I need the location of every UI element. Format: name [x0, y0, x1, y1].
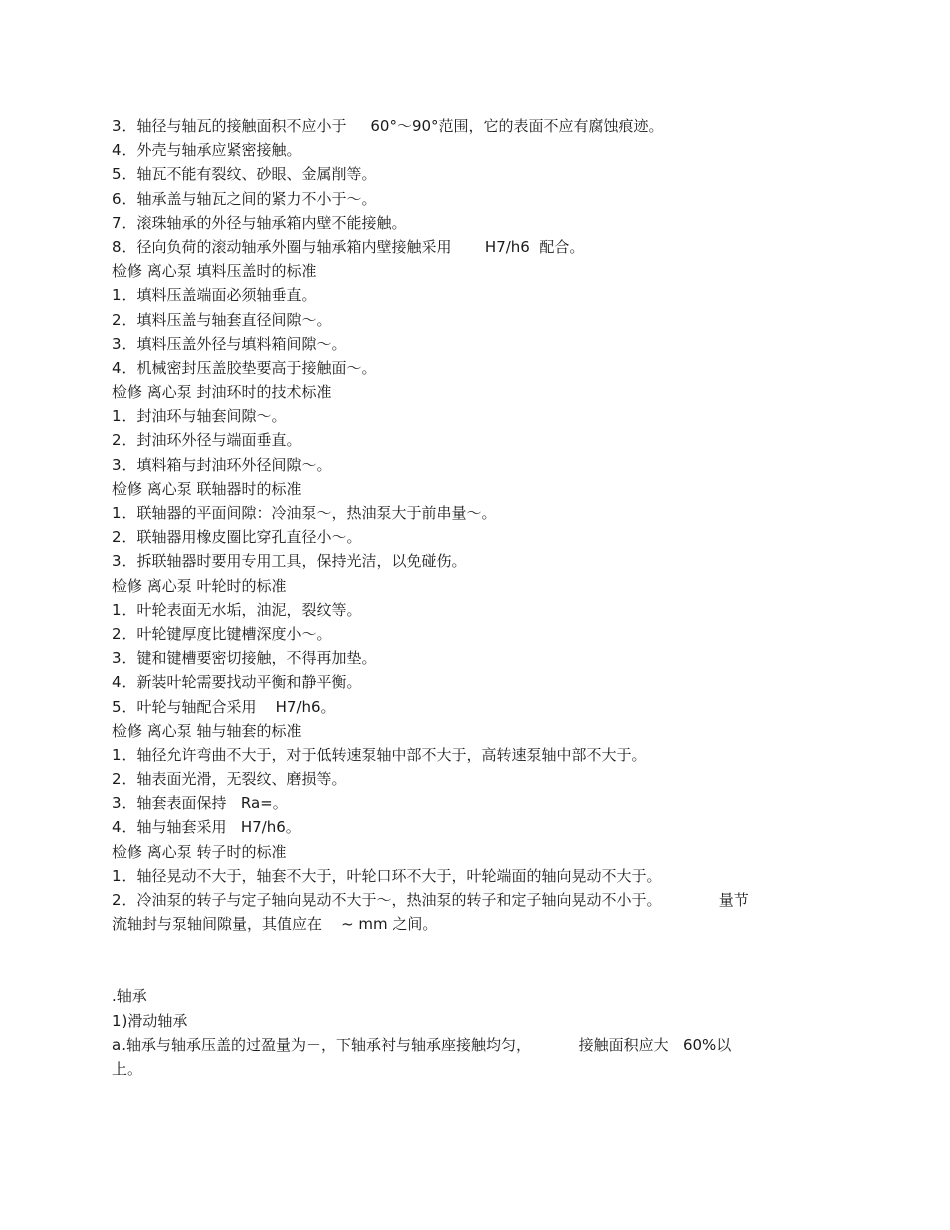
standards-text-line: 8．径向负荷的滚动轴承外圈与轴承箱内壁接触采用 H7/h6 配合。: [112, 237, 585, 256]
standards-text-line: 检修 离心泵 轴与轴套的标准: [112, 721, 302, 740]
standards-text-line: 检修 离心泵 填料压盖时的标准: [112, 262, 317, 281]
standards-text-line: 2．联轴器用橡皮圈比穿孔直径小～。: [112, 528, 362, 547]
standards-text-line: 4．轴与轴套采用 H7/h6。: [112, 818, 301, 837]
standards-text-line: 4．外壳与轴承应紧密接触。: [112, 141, 302, 160]
bearing-text-line: 上。: [112, 1059, 143, 1078]
bearing-section: [112, 984, 842, 1081]
standards-text-line: 检修 离心泵 转子时的标准: [112, 842, 287, 861]
standards-text-line: 1．填料压盖端面必须轴垂直。: [112, 286, 317, 305]
standards-text-line: 检修 离心泵 封油环时的技术标准: [112, 383, 332, 402]
standards-text-line: 2．冷油泵的转子与定子轴向晃动不大于～，热油泵的转子和定子轴向晃动不小于。 量节: [112, 891, 749, 909]
standards-text-line: 1．封油环与轴套间隙～。: [112, 407, 287, 426]
standards-text-line: 流轴封与泵轴间隙量，其值应在 ~ mm 之间。: [112, 915, 438, 934]
standards-text-line: 2．叶轮键厚度比键槽深度小～。: [112, 624, 332, 643]
standards-text-line: 4．机械密封压盖胶垫要高于接触面～。: [112, 358, 377, 377]
standards-text-line: 1．联轴器的平面间隙：冷油泵～，热油泵大于前串量～。: [112, 504, 497, 522]
standards-text-line: 3．键和键槽要密切接触，不得再加垫。: [112, 649, 377, 668]
standards-text-line: 2．填料压盖与轴套直径间隙～。: [112, 310, 332, 329]
standards-text-line: 3．填料压盖外径与填料箱间隙～。: [112, 334, 347, 353]
bearing-text-line: .轴承: [112, 987, 147, 1006]
standards-text-line: 3．轴套表面保持 Ra=。: [112, 794, 288, 813]
section-gap: [112, 936, 842, 984]
standards-text-line: 1．轴径晃动不大于，轴套不大于，叶轮口环不大于，叶轮端面的轴向晃动不大于。: [112, 866, 662, 885]
standards-text-line: 4．新装叶轮需要找动平衡和静平衡。: [112, 673, 362, 692]
standards-text-line: 7．滚珠轴承的外径与轴承箱内壁不能接触。: [112, 213, 407, 232]
standards-text-line: 5．轴瓦不能有裂纹、砂眼、金属削等。: [112, 165, 377, 184]
standards-text-line: 检修 离心泵 叶轮时的标准: [112, 576, 287, 595]
bearing-text-line: a.轴承与轴承压盖的过盈量为－，下轴承衬与轴承座接触均匀， 接触面积应大 60%以: [112, 1035, 732, 1054]
standards-text-line: 3．拆联轴器时要用专用工具，保持光洁，以免碰伤。: [112, 552, 467, 571]
standards-text-line: 1．轴径允许弯曲不大于，对于低转速泵轴中部不大于，高转速泵轴中部不大于。: [112, 745, 647, 764]
standards-text-line: 检修 离心泵 联轴器时的标准: [112, 479, 302, 498]
standards-text-line: 1．叶轮表面无水垢，油泥，裂纹等。: [112, 600, 362, 619]
standards-text-line: 5．叶轮与轴配合采用 H7/h6。: [112, 697, 336, 716]
standards-text-line: 3．轴径与轴瓦的接触面积不应小于 60°～90°范围，它的表面不应有腐蚀痕迹。: [112, 117, 664, 135]
standards-text-line: 6．轴承盖与轴瓦之间的紧力不小于～。: [112, 189, 377, 208]
standards-text-line: 2．轴表面光滑，无裂纹、磨损等。: [112, 770, 347, 789]
bearing-text-line: 1)滑动轴承: [112, 1011, 188, 1030]
maintenance-standards-section: [112, 114, 842, 936]
document-page: [112, 114, 842, 1081]
standards-text-line: 3．填料箱与封油环外径间隙～。: [112, 455, 332, 474]
standards-text-line: 2．封油环外径与端面垂直。: [112, 431, 302, 450]
